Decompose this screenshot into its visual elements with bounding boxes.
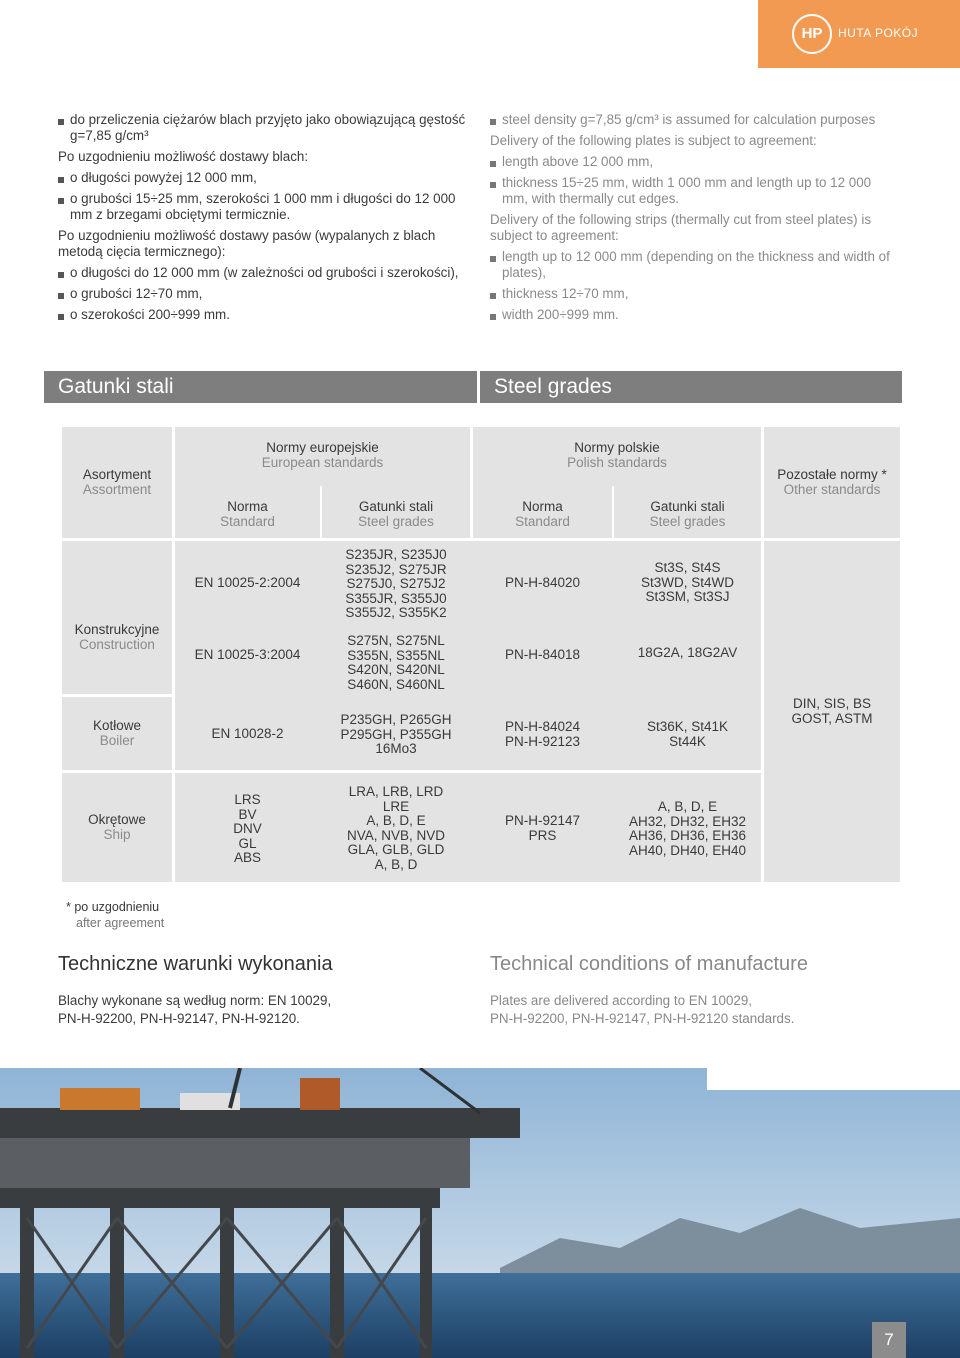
footnote-pl: * po uzgodnieniu: [66, 900, 160, 914]
row-construction-label: [62, 541, 172, 694]
intro-polish: [58, 112, 468, 328]
grade: S235JR, S235J0: [345, 547, 447, 562]
row-label-en: Ship: [103, 826, 131, 842]
grade: P295GH, P355GH: [340, 726, 452, 742]
grade: St3S, St4S: [654, 560, 721, 575]
intro-english: [490, 112, 900, 328]
intro-en-bullet: thickness 15÷25 mm, width 1 000 mm and length up to 12 000 mm, with thermally cut edges.: [490, 175, 900, 207]
grade: GLA, GLB, GLD: [347, 842, 445, 857]
header-label: Pozostałe normy *: [777, 467, 887, 482]
section-bar-polish: Gatunki stali: [44, 371, 477, 403]
grade: A, B, D, E: [657, 799, 718, 814]
grade: St44K: [669, 733, 706, 749]
row1b-pol-grades: [614, 646, 761, 661]
grade: S420N, S420NL: [347, 662, 445, 677]
grade: St3WD, St4WD: [640, 574, 734, 590]
grade: P235GH, P265GH: [340, 712, 452, 727]
grade: LRE: [382, 798, 410, 814]
header-label-en: Other standards: [783, 481, 881, 497]
header-label: Gatunki stali: [650, 499, 725, 514]
row1b-eur-grades: [322, 634, 470, 692]
tech-line: PN-H-92200, PN-H-92147, PN-H-92120 standards.: [490, 1011, 795, 1026]
row1b-pol-norm: PN-H-84018: [504, 647, 581, 662]
intro-pl-bullet: o długości powyżej 12 000 mm,: [58, 170, 468, 186]
row-label-en: Construction: [79, 636, 155, 652]
tech-paragraph-pl: [58, 992, 331, 1028]
row1b-eur-norm: EN 10025-3:2004: [194, 647, 301, 662]
header-other-standards: [764, 427, 900, 538]
row3-pol-norm: [473, 814, 612, 843]
other-standards-cell: [764, 541, 900, 882]
norm: BV: [238, 806, 257, 822]
platform-illustration: [0, 1068, 960, 1358]
intro-en-paragraph: Delivery of the following strips (thermally cut from steel plates) is subject to agreement:: [490, 212, 872, 243]
row2-pol-norm: [473, 720, 612, 749]
norm: GL: [238, 835, 257, 851]
intro-pl-bullet: do przeliczenia ciężarów blach przyjęto jako obowiązującą gęstość g=7,85 g/cm³: [58, 112, 468, 144]
intro-pl-paragraph: Po uzgodnieniu możliwość dostawy pasów (wypalanych z blach metodą cięcia termicznego):: [58, 228, 436, 259]
logo-icon: HP: [792, 14, 832, 54]
intro-en-bullet: width 200÷999 mm.: [490, 307, 900, 323]
logo-text: HUTA POKÓJ: [838, 26, 919, 40]
intro-en-bullet: length up to 12 000 mm (depending on the thickness and width of plates),: [490, 249, 900, 281]
row1a-eur-grades: [322, 548, 470, 621]
grade: S275N, S275NL: [347, 633, 445, 648]
header-grades: [322, 500, 470, 529]
footnote-en: after agreement: [76, 916, 165, 930]
grade: S355J2, S355K2: [345, 605, 447, 620]
header-label: Normy polskie: [574, 440, 660, 455]
header-label: Norma: [227, 499, 268, 514]
row-label: Konstrukcyjne: [74, 622, 160, 637]
other-standard: DIN, SIS, BS: [792, 696, 872, 711]
grade: S275J0, S275J2: [346, 576, 446, 591]
header-label-en: Standard: [220, 513, 275, 529]
tech-line: PN-H-92200, PN-H-92147, PN-H-92120.: [58, 1011, 300, 1026]
offshore-platform-photo: [0, 1068, 960, 1358]
grade: 18G2A, 18G2AV: [637, 645, 738, 660]
row1a-pol-grades: [614, 561, 761, 605]
grade: AH40, DH40, EH40: [628, 842, 747, 858]
norm: PN-H-92123: [504, 733, 581, 749]
header-label: Normy europejskie: [266, 440, 379, 455]
row-boiler-label: [62, 697, 172, 770]
intro-pl-paragraph: Po uzgodnieniu możliwość dostawy blach:: [58, 149, 309, 164]
intro-pl-bullet: o szerokości 200÷999 mm.: [58, 307, 468, 323]
intro-en-paragraph: Delivery of the following plates is subject to agreement:: [490, 133, 817, 148]
norm: DNV: [233, 821, 262, 836]
header-label: Asortyment: [82, 467, 152, 482]
norm: PRS: [528, 827, 557, 843]
header-polish-title: [473, 441, 761, 470]
grade: S355JR, S355J0: [345, 590, 447, 606]
row2-eur-norm: EN 10028-2: [211, 726, 284, 741]
grade: NVA, NVB, NVD: [346, 827, 446, 843]
header-label-en: European standards: [261, 454, 384, 470]
intro-en-bullet: length above 12 000 mm,: [490, 154, 900, 170]
norm: ABS: [233, 850, 261, 865]
header-label: Norma: [522, 499, 563, 514]
grade: AH32, DH32, EH32: [628, 813, 747, 829]
grade: St36K, St41K: [646, 719, 729, 734]
row2-eur-grades: [322, 713, 470, 757]
header-label-en: Steel grades: [358, 513, 434, 529]
row3-pol-grades: [614, 800, 761, 858]
page-number: 7: [872, 1322, 906, 1358]
tech-line: Blachy wykonane są według norm: EN 10029,: [58, 993, 332, 1008]
tech-paragraph-en: [490, 992, 794, 1028]
tech-title-pl: Techniczne warunki wykonania: [58, 953, 333, 975]
header-assortment: [62, 427, 172, 538]
norm: PN-H-84024: [504, 719, 581, 734]
grade: LRA, LRB, LRD: [348, 784, 444, 799]
grade: 16Mo3: [375, 741, 417, 756]
grade: St3SM, St3SJ: [645, 589, 730, 604]
header-grades: [614, 500, 761, 529]
grade: AH36, DH36, EH36: [628, 828, 747, 843]
norm: LRS: [234, 792, 261, 807]
footnote: [66, 899, 164, 931]
section-bar-english: Steel grades: [480, 371, 902, 403]
row2-pol-grades: [614, 720, 761, 749]
header-label-en: Standard: [515, 513, 570, 529]
header-label: Gatunki stali: [358, 499, 434, 514]
header-label-en: Steel grades: [649, 513, 726, 529]
header-label-en: Assortment: [82, 481, 152, 497]
header-norm: [175, 500, 320, 529]
grade: S460N, S460NL: [347, 676, 445, 692]
intro-en-bullet: thickness 12÷70 mm,: [490, 286, 900, 302]
intro-pl-bullet: o długości do 12 000 mm (w zależności od grubości i szerokości),: [58, 265, 468, 281]
row1a-eur-norm: EN 10025-2:2004: [194, 575, 301, 590]
grade: S355N, S355NL: [347, 647, 445, 663]
intro-en-bullet: steel density g=7,85 g/cm³ is assumed for calculation purposes: [490, 112, 900, 128]
grade: A, B, D: [374, 856, 418, 872]
header-norm: [473, 500, 612, 529]
row-ship-label: [62, 773, 172, 882]
tech-line: Plates are delivered according to EN 10029,: [490, 993, 753, 1008]
tech-title-en: Technical conditions of manufacture: [490, 953, 808, 975]
intro-pl-bullet: o grubości 12÷70 mm,: [58, 286, 468, 302]
other-standard: GOST, ASTM: [791, 710, 873, 726]
header-label-en: Polish standards: [567, 454, 667, 470]
row1a-pol-norm: PN-H-84020: [504, 575, 581, 590]
row-label: Okrętowe: [88, 812, 146, 827]
header-european-title: [175, 441, 470, 470]
grade: S235J2, S275JR: [345, 561, 447, 577]
grade: A, B, D, E: [366, 813, 426, 828]
row-label-en: Boiler: [99, 732, 135, 748]
norm: PN-H-92147: [504, 813, 581, 828]
intro-pl-bullet: o grubości 15÷25 mm, szerokości 1 000 mm i długości do 12 000 mm z brzegami obciętymi termicznie.: [58, 191, 468, 223]
row3-eur-grades: [322, 785, 470, 872]
row-label: Kotłowe: [92, 718, 142, 733]
row3-eur-norms: [175, 793, 320, 866]
